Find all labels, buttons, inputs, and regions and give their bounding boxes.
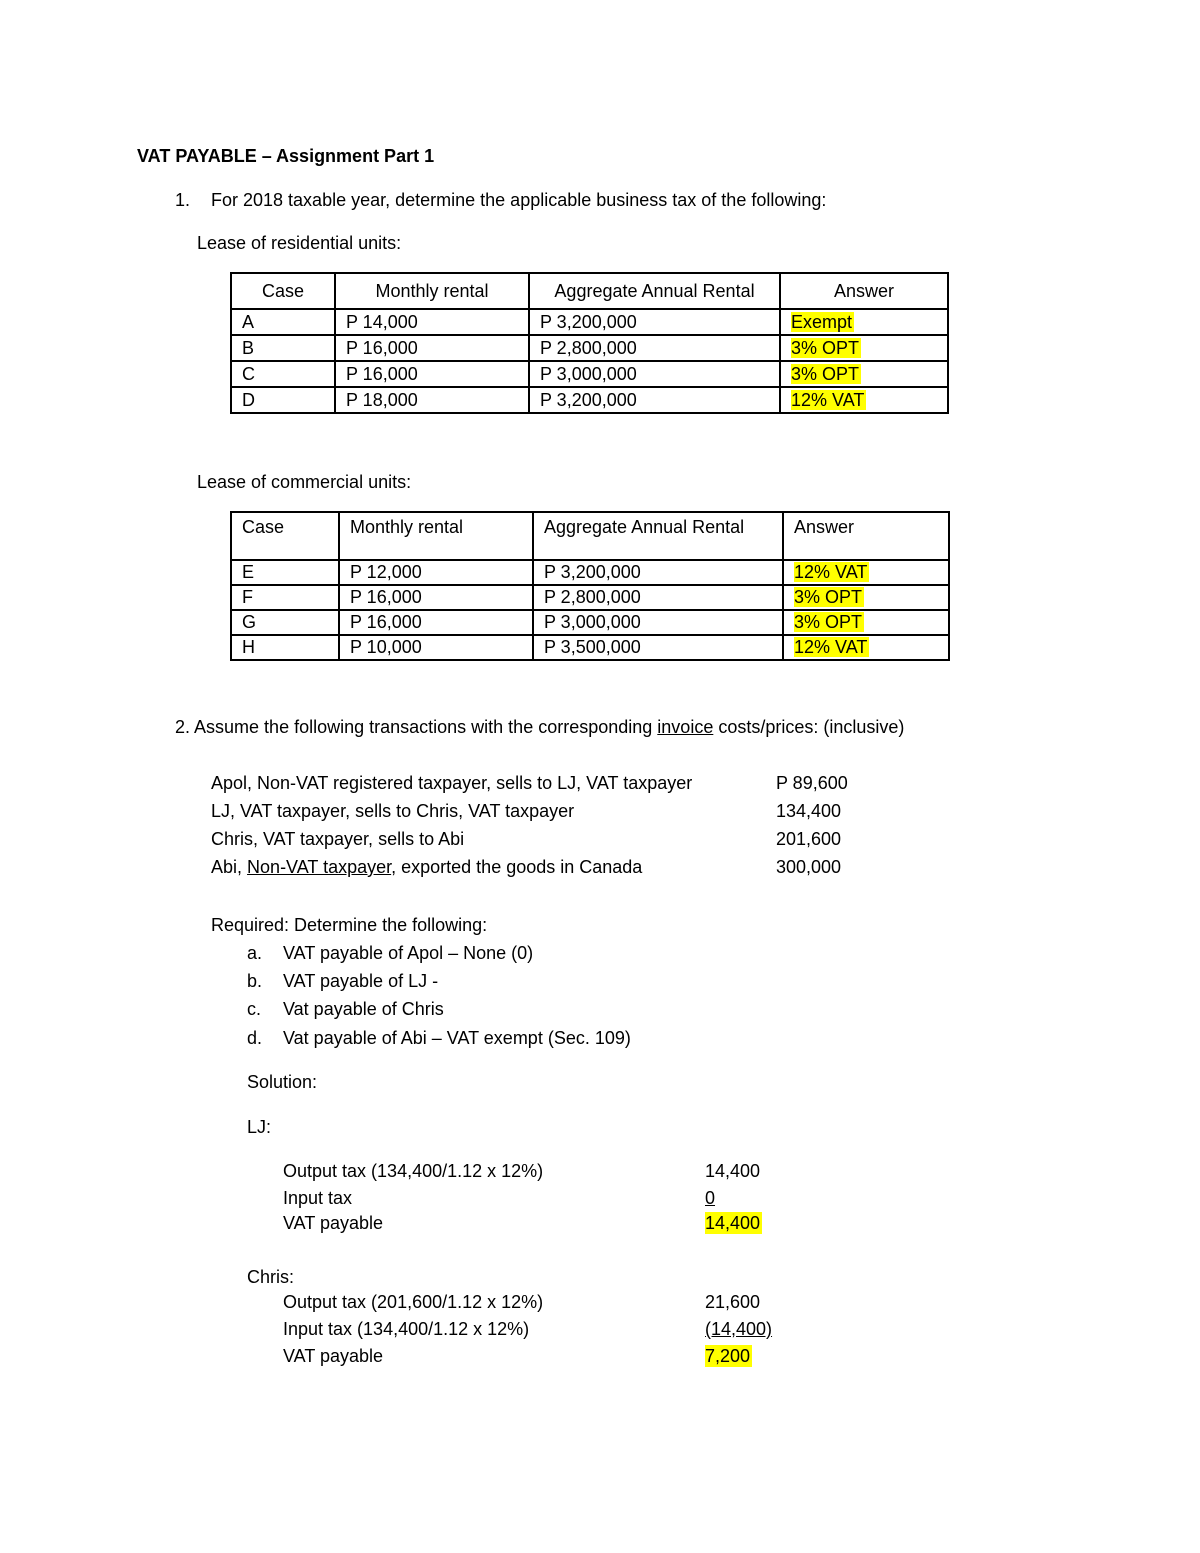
header-aggregate-annual-rental: Aggregate Annual Rental — [529, 273, 780, 309]
header-case: Case — [231, 512, 339, 560]
transaction-text-post: , exported the goods in Canada — [391, 857, 643, 877]
required-text: VAT payable of LJ - — [283, 971, 439, 991]
required-text: Vat payable of Abi – VAT exempt (Sec. 109) — [283, 1028, 631, 1048]
cell-answer — [780, 335, 948, 361]
required-letter: a. — [247, 943, 263, 963]
answer-highlight: Exempt — [791, 311, 853, 332]
cell-answer — [783, 560, 949, 585]
transaction-text-pre: Abi, — [211, 857, 243, 877]
lj-input-label: Input tax — [283, 1188, 353, 1208]
lj-label: LJ: — [247, 1117, 272, 1137]
commercial-label: Lease of commercial units: — [197, 472, 412, 492]
table-header-row — [231, 512, 949, 560]
transaction-amount: P 89,600 — [776, 773, 848, 793]
transaction-text-underlined: Non-VAT taxpayer — [247, 857, 392, 877]
residential-table — [230, 272, 949, 414]
required-text: VAT payable of Apol – None (0) — [283, 943, 534, 963]
solution-label: Solution: — [247, 1072, 318, 1092]
table-row — [231, 585, 949, 610]
q2-text-after: costs/prices: (inclusive) — [718, 717, 905, 737]
transaction-amount: 134,400 — [776, 801, 842, 821]
page-title: VAT PAYABLE – Assignment Part 1 — [137, 146, 435, 166]
cell-monthly: P 16,000 — [339, 585, 533, 610]
table-row — [231, 635, 949, 660]
chris-input-value: (14,400) — [705, 1319, 773, 1339]
chris-output-label: Output tax (201,600/1.12 x 12%) — [283, 1292, 544, 1312]
cell-case: F — [231, 585, 339, 610]
residential-label: Lease of residential units: — [197, 233, 402, 253]
table-row — [231, 361, 948, 387]
transaction-amount: 300,000 — [776, 857, 842, 877]
header-monthly-rental: Monthly rental — [335, 273, 529, 309]
cell-aggregate: P 3,000,000 — [529, 361, 780, 387]
cell-aggregate: P 3,200,000 — [529, 309, 780, 335]
cell-monthly: P 16,000 — [339, 610, 533, 635]
chris-payable-value: 7,200 — [705, 1346, 751, 1366]
cell-case: E — [231, 560, 339, 585]
cell-monthly: P 16,000 — [335, 335, 529, 361]
lj-output-label: Output tax (134,400/1.12 x 12%) — [283, 1161, 544, 1181]
required-letter: b. — [247, 971, 263, 991]
lj-output-value: 14,400 — [705, 1161, 761, 1181]
cell-answer — [783, 635, 949, 660]
answer-highlight: 3% OPT — [791, 363, 860, 384]
lj-input-value: 0 — [705, 1188, 716, 1208]
cell-case: C — [231, 361, 335, 387]
table-row — [231, 387, 948, 413]
answer-highlight: 12% VAT — [791, 389, 865, 410]
header-monthly-rental: Monthly rental — [339, 512, 533, 560]
chris-input-label: Input tax (134,400/1.12 x 12%) — [283, 1319, 530, 1339]
answer-highlight: 3% OPT — [791, 337, 860, 358]
table-row — [231, 560, 949, 585]
cell-aggregate: P 3,200,000 — [529, 387, 780, 413]
cell-answer — [783, 610, 949, 635]
answer-highlight: 3% OPT — [794, 587, 863, 607]
q2-line — [175, 716, 904, 738]
cell-case: A — [231, 309, 335, 335]
cell-case: D — [231, 387, 335, 413]
transaction-text — [211, 856, 642, 878]
q1-number: 1. — [175, 190, 191, 210]
transaction-text: LJ, VAT taxpayer, sells to Chris, VAT taxpayer — [211, 801, 575, 821]
header-answer: Answer — [780, 273, 948, 309]
table-row — [231, 610, 949, 635]
q2-number: 2. — [175, 717, 191, 737]
answer-highlight: 12% VAT — [794, 637, 868, 657]
cell-monthly: P 10,000 — [339, 635, 533, 660]
q1-text: For 2018 taxable year, determine the applicable business tax of the following: — [211, 190, 827, 210]
transaction-text: Apol, Non-VAT registered taxpayer, sells to LJ, VAT taxpayer — [211, 773, 693, 793]
cell-aggregate: P 3,000,000 — [533, 610, 783, 635]
required-letter: c. — [247, 999, 262, 1019]
q2-text-invoice: invoice — [657, 717, 714, 737]
chris-payable-label: VAT payable — [283, 1346, 384, 1366]
cell-monthly: P 12,000 — [339, 560, 533, 585]
cell-case: H — [231, 635, 339, 660]
cell-monthly: P 14,000 — [335, 309, 529, 335]
table-header-row — [231, 273, 948, 309]
commercial-table — [230, 511, 950, 661]
q2-text-before: Assume the following transactions with the corresponding — [194, 717, 653, 737]
transaction-amount: 201,600 — [776, 829, 842, 849]
cell-answer — [783, 585, 949, 610]
cell-monthly: P 18,000 — [335, 387, 529, 413]
cell-monthly: P 16,000 — [335, 361, 529, 387]
required-letter: d. — [247, 1028, 263, 1048]
header-aggregate-annual-rental: Aggregate Annual Rental — [533, 512, 783, 560]
cell-case: B — [231, 335, 335, 361]
required-text: Vat payable of Chris — [283, 999, 444, 1019]
header-answer: Answer — [783, 512, 949, 560]
transaction-text: Chris, VAT taxpayer, sells to Abi — [211, 829, 465, 849]
cell-answer — [780, 309, 948, 335]
cell-answer — [780, 387, 948, 413]
lj-payable-label: VAT payable — [283, 1213, 384, 1233]
table-row — [231, 335, 948, 361]
cell-case: G — [231, 610, 339, 635]
table-row — [231, 309, 948, 335]
cell-aggregate: P 2,800,000 — [529, 335, 780, 361]
chris-label: Chris: — [247, 1267, 295, 1287]
cell-aggregate: P 3,200,000 — [533, 560, 783, 585]
cell-answer — [780, 361, 948, 387]
answer-highlight: 3% OPT — [794, 612, 863, 632]
answer-highlight: 12% VAT — [794, 562, 868, 582]
cell-aggregate: P 3,500,000 — [533, 635, 783, 660]
chris-output-value: 21,600 — [705, 1292, 761, 1312]
lj-payable-value: 14,400 — [705, 1213, 761, 1233]
header-case: Case — [231, 273, 335, 309]
cell-aggregate: P 2,800,000 — [533, 585, 783, 610]
required-label: Required: Determine the following: — [211, 915, 488, 935]
